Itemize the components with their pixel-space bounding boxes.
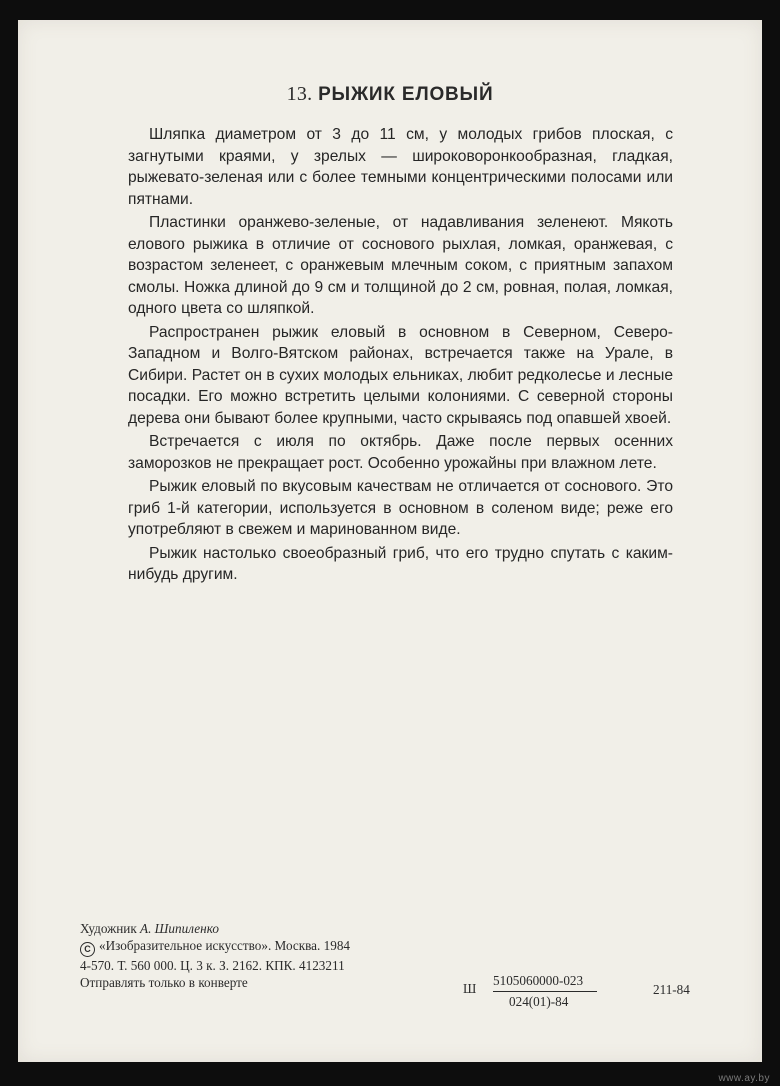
paragraph-cap: Шляпка диаметром от 3 до 11 см, у молодых грибов плоская, с загнутыми краями, у зрелых — широковоронкообразная, гладкая, рыжевато-зеленая или с более темными концентрическими полосами или пятнами.: [128, 126, 673, 208]
postcard-back: [18, 20, 762, 1062]
page-title: [18, 83, 762, 106]
price-series-code: 211-84: [653, 982, 690, 997]
publisher: «Изобразительное искусство». Москва. 1984: [99, 938, 351, 953]
description-text: [128, 124, 673, 586]
title-number: 13.: [286, 83, 313, 105]
artist-name: А. Шипиленко: [140, 921, 219, 936]
price-letter: Ш: [463, 981, 477, 996]
copyright-icon: C: [80, 942, 95, 957]
publisher-line: [80, 937, 350, 957]
artist-label: Художник: [80, 921, 137, 936]
print-info: 4-570. Т. 560 000. Ц. 3 к. З. 2162. КПК. 4123211: [80, 958, 345, 973]
paragraph-habitat: Распространен рыжик еловый в основном в Северном, Северо-Западном и Волго-Вятском районах, встречается также на Урале, в Сибири. Растет он в сухих молодых ельниках, любит редколесье и лесные посадки. Его можно встретить целыми колониями. С северной стороны дерева они бывают более крупными, часто скрываясь под опавшей хвоей.: [128, 323, 673, 427]
watermark: www.ay.by: [718, 1073, 770, 1084]
paragraph-taste: Рыжик еловый по вкусовым качествам не отличается от соснового. Это гриб 1-й категории, используется в основном в соленом виде; реже его употребляют в свежем и маринованном виде.: [128, 478, 673, 538]
paragraph-season: Встречается с июля по октябрь. Даже после первых осенних заморозков не прекращает рост. Особенно урожайны при влажном лете.: [128, 433, 673, 472]
price-numerator: 5105060000-023: [493, 973, 597, 992]
paragraph-distinct: Рыжик настолько своеобразный гриб, что его трудно спутать с каким-нибудь другим.: [128, 544, 673, 583]
imprint: [80, 920, 350, 991]
mailing-note: Отправлять только в конверте: [80, 975, 248, 990]
artist-line: [80, 920, 350, 937]
paragraph-gills: Пластинки оранжево-зеленые, от надавливания зеленеют. Мякоть елового рыжика в отличие от соснового рыхлая, ломкая, оранжевая, с возрастом зеленеет, с оранжевым млечным соком, с приятным запахом смолы. Ножка длиной до 9 см и толщиной до 2 см, ровная, полая, ломкая, одного цвета со шляпкой.: [128, 214, 673, 317]
price-denominator: 024(01)-84: [509, 994, 569, 1009]
title-name: РЫЖИК ЕЛОВЫЙ: [318, 84, 494, 105]
